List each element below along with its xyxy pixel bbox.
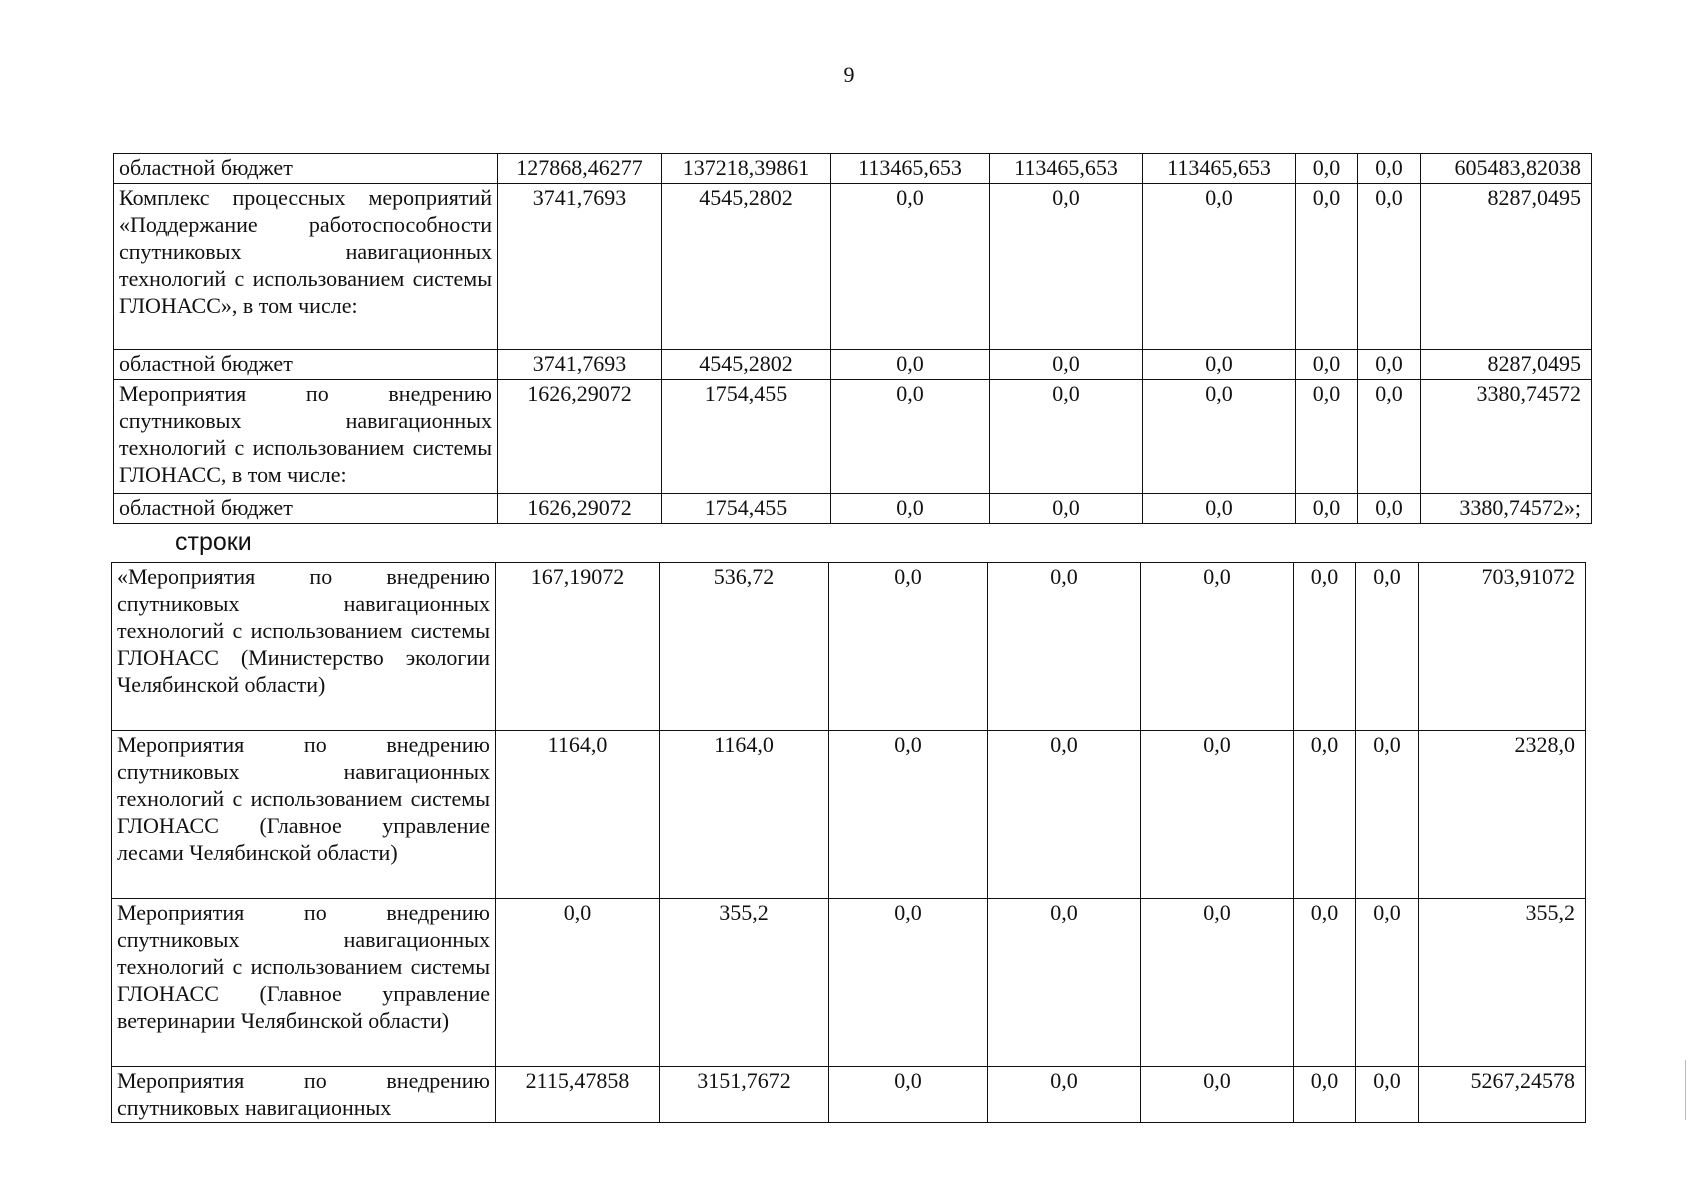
value-cell: 1164,0 <box>496 731 660 899</box>
value-cell: 0,0 <box>990 350 1143 380</box>
value-cell: 113465,653 <box>831 154 990 184</box>
value-cell: 0,0 <box>1358 494 1421 524</box>
value-cell: 0,0 <box>829 731 988 899</box>
value-cell: 0,0 <box>1358 380 1421 494</box>
table-row <box>112 899 1586 1067</box>
value-cell: 127868,46277 <box>498 154 662 184</box>
value-cell: 4545,2802 <box>662 184 831 350</box>
value-cell: 0,0 <box>1296 184 1358 350</box>
budget-table-top-body <box>114 154 1592 524</box>
row-label: областной бюджет <box>114 154 498 184</box>
value-cell: 0,0 <box>831 494 990 524</box>
value-cell: 0,0 <box>1356 731 1419 899</box>
value-cell: 355,2 <box>660 899 829 1067</box>
section-label-rows: строки <box>175 528 252 556</box>
value-cell: 0,0 <box>1356 563 1419 731</box>
value-cell: 137218,39861 <box>662 154 831 184</box>
value-cell: 0,0 <box>1141 1067 1294 1123</box>
page-number: 9 <box>843 62 855 87</box>
scan-edge-mark <box>1681 1060 1686 1120</box>
value-cell: 0,0 <box>1294 731 1356 899</box>
value-cell: 0,0 <box>988 899 1141 1067</box>
table-row <box>114 350 1592 380</box>
value-cell: 0,0 <box>1358 154 1421 184</box>
value-cell: 0,0 <box>831 350 990 380</box>
value-cell: 0,0 <box>1296 380 1358 494</box>
row-total-cell: 5267,24578 <box>1419 1067 1586 1123</box>
table-row <box>112 563 1586 731</box>
value-cell: 0,0 <box>829 899 988 1067</box>
value-cell: 0,0 <box>1294 899 1356 1067</box>
value-cell: 0,0 <box>1143 350 1296 380</box>
value-cell: 2115,47858 <box>496 1067 660 1123</box>
value-cell: 0,0 <box>1358 350 1421 380</box>
value-cell: 0,0 <box>988 731 1141 899</box>
row-label: Мероприятия по внедрению спутниковых навигационных технологий с использованием системы ГЛОНАСС (Главное управление лесами Челябинской области) <box>112 731 496 899</box>
budget-table-bottom <box>111 562 1586 1123</box>
value-cell: 3151,7672 <box>660 1067 829 1123</box>
table-row <box>114 380 1592 494</box>
value-cell: 1626,29072 <box>498 380 662 494</box>
value-cell: 0,0 <box>831 380 990 494</box>
row-total-cell: 8287,0495 <box>1421 184 1592 350</box>
value-cell: 1754,455 <box>662 494 831 524</box>
row-total-cell: 703,91072 <box>1419 563 1586 731</box>
value-cell: 536,72 <box>660 563 829 731</box>
value-cell: 0,0 <box>990 380 1143 494</box>
row-label: областной бюджет <box>114 350 498 380</box>
value-cell: 0,0 <box>988 563 1141 731</box>
row-label: «Мероприятия по внедрению спутниковых навигационных технологий с использованием системы ГЛОНАСС (Министерство экологии Челябинской области) <box>112 563 496 731</box>
value-cell: 0,0 <box>990 184 1143 350</box>
row-label: областной бюджет <box>114 494 498 524</box>
value-cell: 113465,653 <box>990 154 1143 184</box>
row-total-cell: 2328,0 <box>1419 731 1586 899</box>
table-row <box>112 731 1586 899</box>
value-cell: 167,19072 <box>496 563 660 731</box>
value-cell: 3741,7693 <box>498 184 662 350</box>
value-cell: 0,0 <box>1143 184 1296 350</box>
row-label: Комплекс процессных мероприятий «Поддержание работоспособности спутниковых навигационных технологий с использованием системы ГЛОНАСС», в том числе: <box>114 184 498 350</box>
value-cell: 0,0 <box>829 1067 988 1123</box>
value-cell: 0,0 <box>1143 494 1296 524</box>
row-total-cell: 605483,82038 <box>1421 154 1592 184</box>
value-cell: 0,0 <box>1356 1067 1419 1123</box>
budget-table-bottom-body <box>112 563 1586 1123</box>
budget-table-top <box>113 153 1592 524</box>
value-cell: 3741,7693 <box>498 350 662 380</box>
value-cell: 0,0 <box>1294 1067 1356 1123</box>
value-cell: 0,0 <box>988 1067 1141 1123</box>
table-row <box>114 154 1592 184</box>
value-cell: 4545,2802 <box>662 350 831 380</box>
row-total-cell: 8287,0495 <box>1421 350 1592 380</box>
table-row <box>114 494 1592 524</box>
value-cell: 113465,653 <box>1143 154 1296 184</box>
row-label: Мероприятия по внедрению спутниковых навигационных технологий с использованием системы ГЛОНАСС, в том числе: <box>114 380 498 494</box>
value-cell: 0,0 <box>990 494 1143 524</box>
row-total-cell: 3380,74572 <box>1421 380 1592 494</box>
value-cell: 0,0 <box>829 563 988 731</box>
value-cell: 0,0 <box>1143 380 1296 494</box>
value-cell: 0,0 <box>496 899 660 1067</box>
table-row <box>114 184 1592 350</box>
value-cell: 0,0 <box>1296 154 1358 184</box>
value-cell: 0,0 <box>1141 731 1294 899</box>
table-row <box>112 1067 1586 1123</box>
value-cell: 0,0 <box>1294 563 1356 731</box>
value-cell: 0,0 <box>1296 350 1358 380</box>
value-cell: 0,0 <box>1141 563 1294 731</box>
value-cell: 0,0 <box>1141 899 1294 1067</box>
value-cell: 1754,455 <box>662 380 831 494</box>
value-cell: 0,0 <box>1356 899 1419 1067</box>
row-total-cell: 355,2 <box>1419 899 1586 1067</box>
row-label: Мероприятия по внедрению спутниковых навигационных технологий с использованием системы ГЛОНАСС (Главное управление ветеринарии Челябинской области) <box>112 899 496 1067</box>
value-cell: 1164,0 <box>660 731 829 899</box>
value-cell: 0,0 <box>831 184 990 350</box>
value-cell: 1626,29072 <box>498 494 662 524</box>
row-label: Мероприятия по внедрению спутниковых навигационных <box>112 1067 496 1123</box>
value-cell: 0,0 <box>1296 494 1358 524</box>
value-cell: 0,0 <box>1358 184 1421 350</box>
row-total-cell: 3380,74572»; <box>1421 494 1592 524</box>
